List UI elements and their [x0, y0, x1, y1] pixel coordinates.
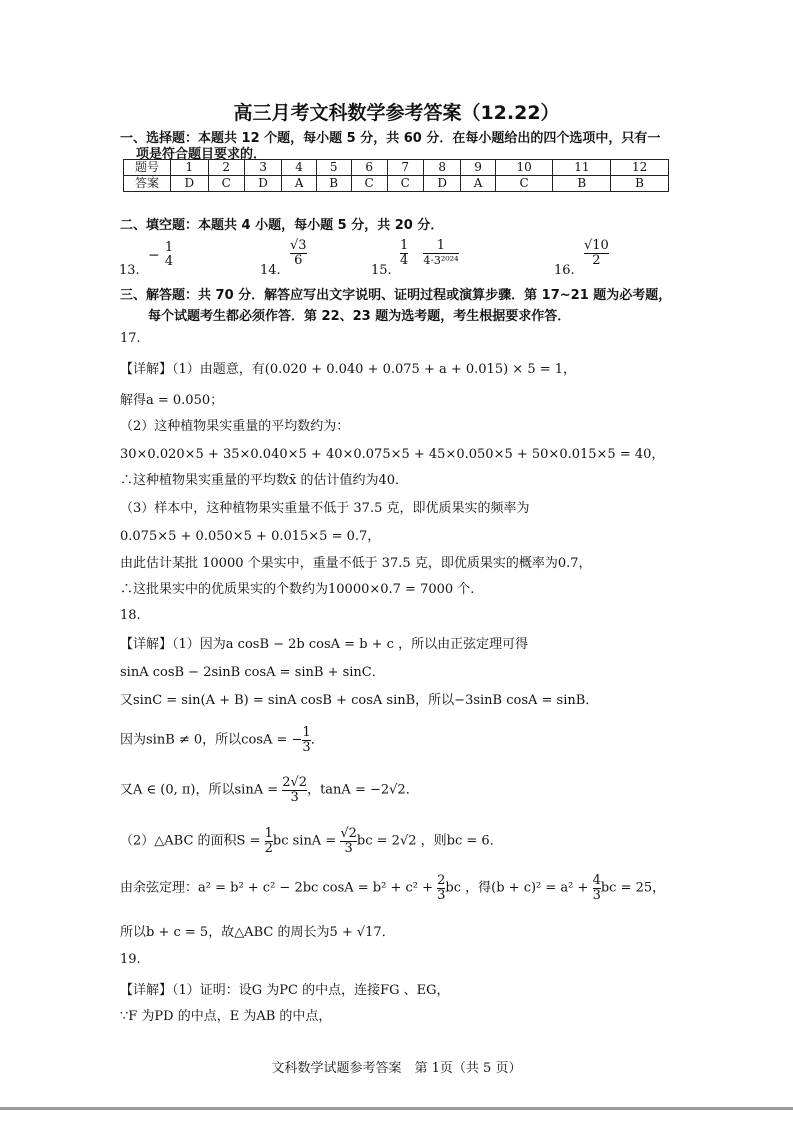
section3-heading-cont: 每个试题考生都必须作答．第 22、23 题为选考题，考生根据要求作答． — [148, 309, 571, 324]
table-cell: A — [282, 176, 316, 192]
table-cell: 7 — [387, 160, 423, 176]
q18-fraction — [593, 874, 601, 903]
q19-text: （1）证明：设G 为PC 的中点，连接FG 、EG， — [172, 983, 450, 998]
q17-line: （3）样本中，这种植物果实重量不低于 37.5 克，即优质果实的频率为 — [120, 501, 530, 516]
q14-label: 14. — [260, 263, 281, 278]
q13-den: 4 — [164, 254, 174, 269]
page-title: 高三月考文科数学参考答案（12.22） — [233, 102, 560, 124]
q13-num: 1 — [164, 240, 174, 255]
q18-line: 所以b + c = 5，故△ABC 的周长为5 + √17． — [120, 925, 395, 940]
table-cell: 9 — [461, 160, 495, 176]
section2-heading: 二、填空题：本题共 4 小题，每小题 5 分，共 20 分． — [120, 218, 444, 233]
q19-line — [120, 982, 450, 1000]
q18-line — [120, 874, 665, 903]
frac-den: 3 — [282, 790, 307, 805]
q18-text: 由余弦定理：a² = b² + c² − 2bc cosA = b² + c² + — [120, 880, 438, 896]
q14-answer — [290, 239, 307, 268]
q18-text: 又A ∈ (0, π)，所以sinA = — [120, 782, 283, 798]
q15-answer — [400, 239, 459, 268]
table-cell: 5 — [316, 160, 351, 176]
q17-number: 17. — [120, 331, 141, 346]
q16-answer — [584, 239, 609, 268]
frac-num: √2 — [340, 826, 357, 841]
section1-heading: 一、选择题：本题共 12 个题，每小题 5 分，共 60 分．在每小题给出的四个选项中，只有一 — [120, 131, 661, 146]
q18-line: sinA cosB − 2sinB cosA = sinB + sinC． — [120, 665, 385, 680]
detail-tag: 【详解】 — [120, 983, 173, 998]
table-cell: 8 — [423, 160, 461, 176]
q17-line: ∴这种植物果实重量的平均数x̄ 的估计值约为40． — [120, 473, 409, 488]
answer-table — [123, 159, 669, 192]
q18-line — [120, 636, 528, 654]
q17-line: 30×0.020×5 + 35×0.040×5 + 40×0.075×5 + 45×0.050×5 + 50×0.015×5 = 40， — [120, 447, 665, 462]
frac-den: 3 — [302, 740, 311, 755]
table-cell: C — [495, 176, 553, 192]
table-cell: 1 — [171, 160, 209, 176]
table-cell: D — [423, 176, 461, 192]
q15-den2: 4·3²⁰²⁴ — [423, 254, 459, 267]
table-cell: C — [208, 176, 244, 192]
q18-fraction — [302, 726, 310, 755]
q13-label: 13. — [119, 263, 140, 278]
q14-den: 6 — [290, 253, 307, 268]
section1-heading-cont: 项是符合题目要求的． — [136, 147, 267, 162]
q13-answer — [148, 241, 173, 269]
frac-num: 4 — [592, 873, 601, 888]
table-cell: 4 — [282, 160, 316, 176]
q15-fraction-1 — [400, 239, 408, 268]
q16-label: 16. — [554, 263, 575, 278]
q18-line — [120, 776, 419, 805]
table-cell: A — [461, 176, 495, 192]
table-cell: C — [387, 176, 423, 192]
table-header-answer: 答案 — [124, 176, 171, 192]
q18-fraction — [282, 776, 307, 805]
frac-num: 2√2 — [282, 775, 308, 790]
q15-den1: 4 — [400, 253, 409, 268]
q15-num2: 1 — [436, 238, 446, 253]
q18-text: 因为sinB ≠ 0，所以cosA = − — [120, 732, 303, 748]
table-header-number: 题号 — [124, 160, 171, 176]
frac-den: 3 — [340, 841, 357, 856]
q18-fraction — [340, 827, 357, 856]
table-row-answers — [124, 176, 669, 192]
q17-line: ∴这批果实中的优质果实的个数约为10000×0.7 = 7000 个. — [120, 582, 475, 597]
table-cell: B — [316, 176, 351, 192]
table-cell: C — [351, 176, 387, 192]
q13-sign: − — [148, 247, 160, 264]
q18-fraction — [265, 827, 273, 856]
q15-fraction-2 — [423, 239, 458, 268]
q13-fraction — [165, 241, 173, 269]
q17-line: 解得a = 0.050； — [120, 393, 224, 408]
q16-den: 2 — [584, 253, 609, 268]
q18-text: bc sinA = — [272, 833, 341, 849]
q18-text: ，tanA = −2√2． — [307, 782, 419, 798]
table-row-numbers — [124, 160, 669, 176]
detail-tag: 【详解】 — [120, 637, 173, 652]
frac-num: 2 — [437, 873, 446, 888]
frac-num: 1 — [302, 725, 311, 740]
page-footer: 文科数学试题参考答案 第 1页（共 5 页） — [271, 1061, 522, 1076]
q15-label: 15. — [371, 263, 392, 278]
q18-text: bc = 25， — [600, 880, 666, 896]
frac-den: 2 — [264, 841, 273, 856]
q17-text: （1）由题意，有(0.020 + 0.040 + 0.075 + a + 0.015) × 5 = 1， — [172, 362, 577, 377]
q18-text: ． — [310, 732, 324, 748]
q18-text: bc ，得(b + c)² = a² + — [445, 880, 593, 896]
q18-line: 又sinC = sin(A + B) = sinA cosB + cosA sinB，所以−3sinB cosA = sinB． — [120, 693, 599, 708]
q18-text: （2）△ABC 的面积S = — [120, 833, 265, 849]
frac-den: 3 — [437, 888, 446, 903]
q16-fraction — [584, 239, 609, 268]
frac-num: 1 — [264, 826, 273, 841]
q17-line — [120, 361, 576, 379]
q18-number: 18. — [120, 608, 141, 623]
bottom-divider — [0, 1107, 793, 1110]
q18-text: （1）因为a cosB − 2b cosA = b + c ，所以由正弦定理可得 — [172, 637, 529, 652]
q15-num1: 1 — [400, 238, 409, 253]
table-cell: 12 — [611, 160, 669, 176]
section3-heading: 三、解答题：共 70 分．解答应写出文字说明、证明过程或演算步骤．第 17~21 题为必考题， — [120, 288, 672, 303]
table-cell: D — [171, 176, 209, 192]
table-cell: 2 — [208, 160, 244, 176]
table-cell: 3 — [244, 160, 282, 176]
detail-tag: 【详解】 — [120, 362, 173, 377]
table-cell: D — [244, 176, 282, 192]
q16-num: √10 — [584, 238, 609, 253]
q19-line: ∵F 为PD 的中点，E 为AB 的中点， — [120, 1009, 332, 1024]
table-cell: B — [611, 176, 669, 192]
q17-line: 0.075×5 + 0.050×5 + 0.015×5 = 0.7， — [120, 529, 381, 544]
q18-line — [120, 726, 324, 755]
table-cell: B — [553, 176, 611, 192]
q18-text: bc = 2√2 ，则bc = 6． — [356, 833, 503, 849]
q14-num: √3 — [290, 238, 307, 253]
q18-line — [120, 827, 503, 856]
frac-den: 3 — [592, 888, 601, 903]
table-cell: 6 — [351, 160, 387, 176]
table-cell: 10 — [495, 160, 553, 176]
q14-fraction — [290, 239, 307, 268]
table-cell: 11 — [553, 160, 611, 176]
q17-line: 由此估计某批 10000 个果实中，重量不低于 37.5 克，即优质果实的概率为0.7， — [120, 556, 592, 571]
q19-number: 19. — [120, 952, 141, 967]
q17-line: （2）这种植物果实重量的平均数约为： — [120, 419, 350, 434]
